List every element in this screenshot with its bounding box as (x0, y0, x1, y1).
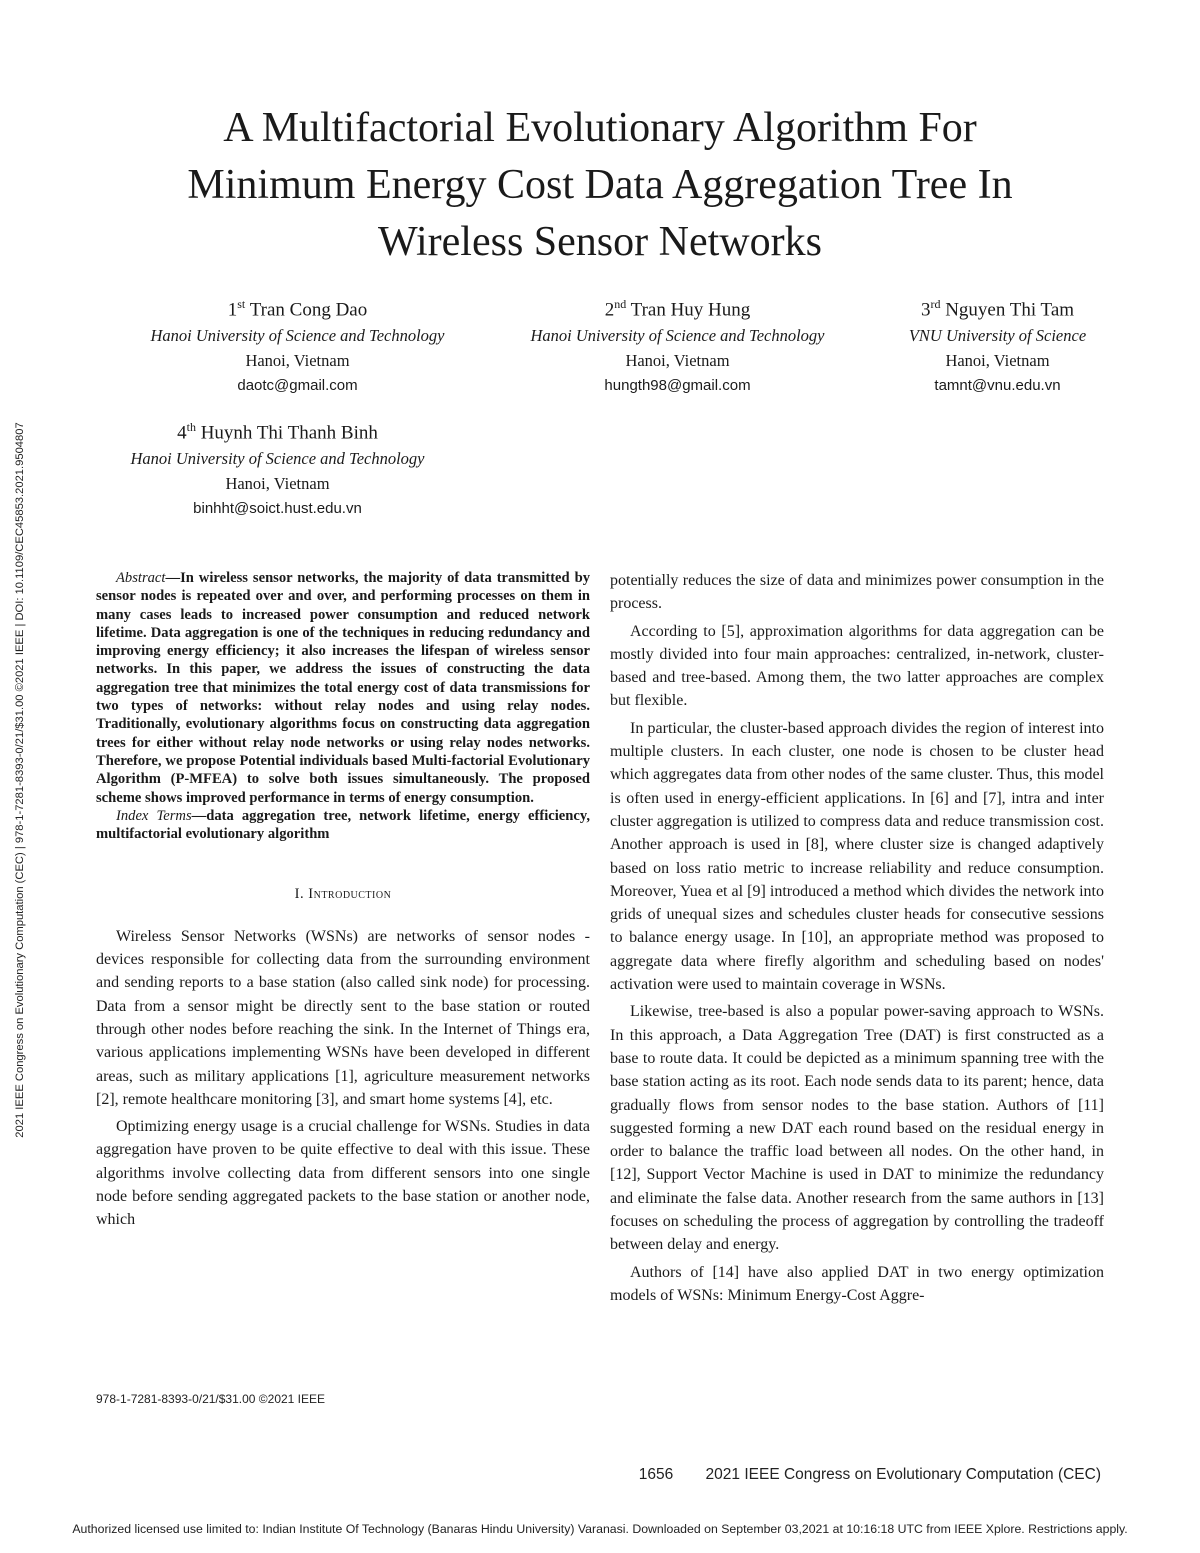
author-block-4 (80, 414, 475, 521)
title-line-3: Wireless Sensor Networks (378, 219, 822, 265)
author-city: Hanoi, Vietnam (245, 351, 350, 371)
section-heading (96, 883, 590, 906)
section-number: I. (294, 886, 305, 903)
title-line-1: A Multifactorial Evolutionary Algorithm For (223, 105, 977, 151)
author-city: Hanoi, Vietnam (945, 351, 1050, 371)
footer-copyright: 978-1-7281-8393-0/21/$31.00 ©2021 IEEE (96, 1392, 326, 1406)
paragraph: Wireless Sensor Networks (WSNs) are networks of sensor nodes - devices responsible for collecting data from the surrounding environment and sending reports to a base station (also called sink node) for processing. Data from a sensor might be directly sent to the base station or routed through other nodes before reaching the sink. In the Internet of Things era, various applications implementing WSNs have been developed in different areas, such as military applications [1], agriculture measurement networks [2], remote healthcare monitoring [3], and smart home systems [4], etc. (96, 927, 590, 1108)
author-city: Hanoi, Vietnam (225, 474, 330, 494)
page-footer (639, 1466, 1101, 1484)
doi-side-note (10, 320, 30, 1240)
doi-side-note-text: 2021 IEEE Congress on Evolutionary Computation (CEC) | 978-1-7281-8393-0/21/$31.00 ©2021 IEEE | DOI: 10.1109/CEC45853.2021.9504807 (14, 422, 26, 1138)
paragraph: Likewise, tree-based is also a popular power-saving approach to WSNs. In this approach, a Data Aggregation Tree (DAT) is first constructed as a base to route data. It could be depicted as a minimum spanning tree with the base station acting as its root. Each node sends data to its parent; hence, data gradually flows from sensor nodes to the base station. Authors of [11] suggested forming a new DAT each round based on the residual energy in order to balance the traffic load between all nodes. On the other hand, in [12], Support Vector Machine is used in DAT to minimize the redundancy and eliminate the false data. Another research from the same authors in [13] focuses on scheduling the process of aggregation by controlling the tradeoff between delay and energy. (610, 1003, 1104, 1254)
paragraph: According to [5], approximation algorithms for data aggregation can be mostly divided into four main approaches: centralized, in-network, cluster-based and tree-based. Among them, the two latter approaches are complex but flexible. (610, 622, 1104, 710)
author-block-1 (100, 291, 495, 398)
author-affiliation: VNU University of Science (908, 326, 1087, 346)
abstract (96, 569, 590, 807)
author-block-3 (870, 291, 1125, 398)
author-email: daotc@gmail.com (237, 377, 358, 395)
paragraph: potentially reduces the size of data and minimizes power consumption in the process. (610, 572, 1104, 613)
abstract-label: Abstract (116, 570, 166, 586)
author-city: Hanoi, Vietnam (625, 351, 730, 371)
index-terms-text: —data aggregation tree, network lifetime, energy efficiency, multifactorial evolutionary algorithm (96, 807, 590, 843)
author-name: 3rd Nguyen Thi Tam (920, 297, 1075, 321)
abstract-text: —In wireless sensor networks, the majority of data transmitted by sensor nodes is repeated over and over, and performing processes on them in many cases leads to increased power consumption and reduced network lifetime. Data aggregation is one of the techniques in reducing redundancy and improving energy efficiency; it also increases the lifespan of wireless sensor networks. In this paper, we address the issues of constructing the data aggregation tree that minimizes the total energy cost of data transmissions for two types of networks: without relay nodes and using relay nodes. Traditionally, evolutionary algorithms focus on constructing data aggregation trees for either without relay node networks or using relay nodes networks. Therefore, we propose Potential individuals based Multi-factorial Evolutionary Algorithm (P-MFEA) to solve both issues simultaneously. The proposed scheme shows improved performance in terms of energy consumption. (96, 570, 590, 806)
paragraph: Authors of [14] have also applied DAT in two energy optimization models of WSNs: Minimum Energy-Cost Aggre- (610, 1263, 1104, 1304)
conference-name: 2021 IEEE Congress on Evolutionary Computation (CEC) (705, 1466, 1101, 1483)
author-name: 2nd Tran Huy Hung (604, 297, 751, 321)
index-terms (96, 807, 590, 844)
right-column (610, 569, 1104, 1311)
paragraph: In particular, the cluster-based approach divides the region of interest into multiple clusters. In each cluster, one node is chosen to be cluster head which aggregates data from other nodes of the same cluster. Thus, this model is often used in energy-efficient applications. In [6] and [7], intra and inter cluster aggregation is utilized to compress data and reduce transmission cost. Another approach is used in [8], where cluster size is changed adaptively based on loss ratio metric to increase reliability and reduce consumption. Moreover, Yuea et al [9] introduced a method which divides the network into grids of unequal sizes and schedules cluster heads for consecutive sessions to balance energy usage. In [10], an appropriate method was proposed to aggregate data where firefly algorithm and scheduling based on nodes' activation were used to maintain coverage in WSNs. (610, 719, 1104, 994)
paragraph: Optimizing energy usage is a crucial challenge for WSNs. Studies in data aggregation have proven to be quite effective to deal with this issue. These algorithms involve collecting data from different sensors into one single node before sending aggregated packets to the base station or another node, which (96, 1118, 590, 1229)
page-number: 1656 (638, 1466, 674, 1483)
title-line-2: Minimum Energy Cost Data Aggregation Tree In (187, 162, 1013, 208)
author-affiliation: Hanoi University of Science and Technology (130, 449, 425, 469)
index-terms-label: Index Terms (116, 807, 192, 824)
author-name: 1st Tran Cong Dao (227, 297, 368, 321)
section-title: Introduction (308, 886, 392, 903)
paper-title (100, 100, 1100, 271)
author-affiliation: Hanoi University of Science and Technology (150, 326, 445, 346)
left-column (96, 569, 590, 1236)
author-email: tamnt@vnu.edu.vn (934, 377, 1061, 395)
download-note: Authorized licensed use limited to: Indian Institute Of Technology (Banaras Hindu University) Varanasi. Downloaded on September 03,2021 at 10:16:18 UTC from IEEE Xplore. Restrictions apply. (72, 1522, 1128, 1536)
author-email: hungth98@gmail.com (604, 377, 751, 395)
author-affiliation: Hanoi University of Science and Technology (530, 326, 825, 346)
author-name: 4th Huynh Thi Thanh Binh (177, 420, 378, 444)
author-block-2 (490, 291, 865, 398)
author-email: binhht@soict.hust.edu.vn (193, 500, 362, 518)
